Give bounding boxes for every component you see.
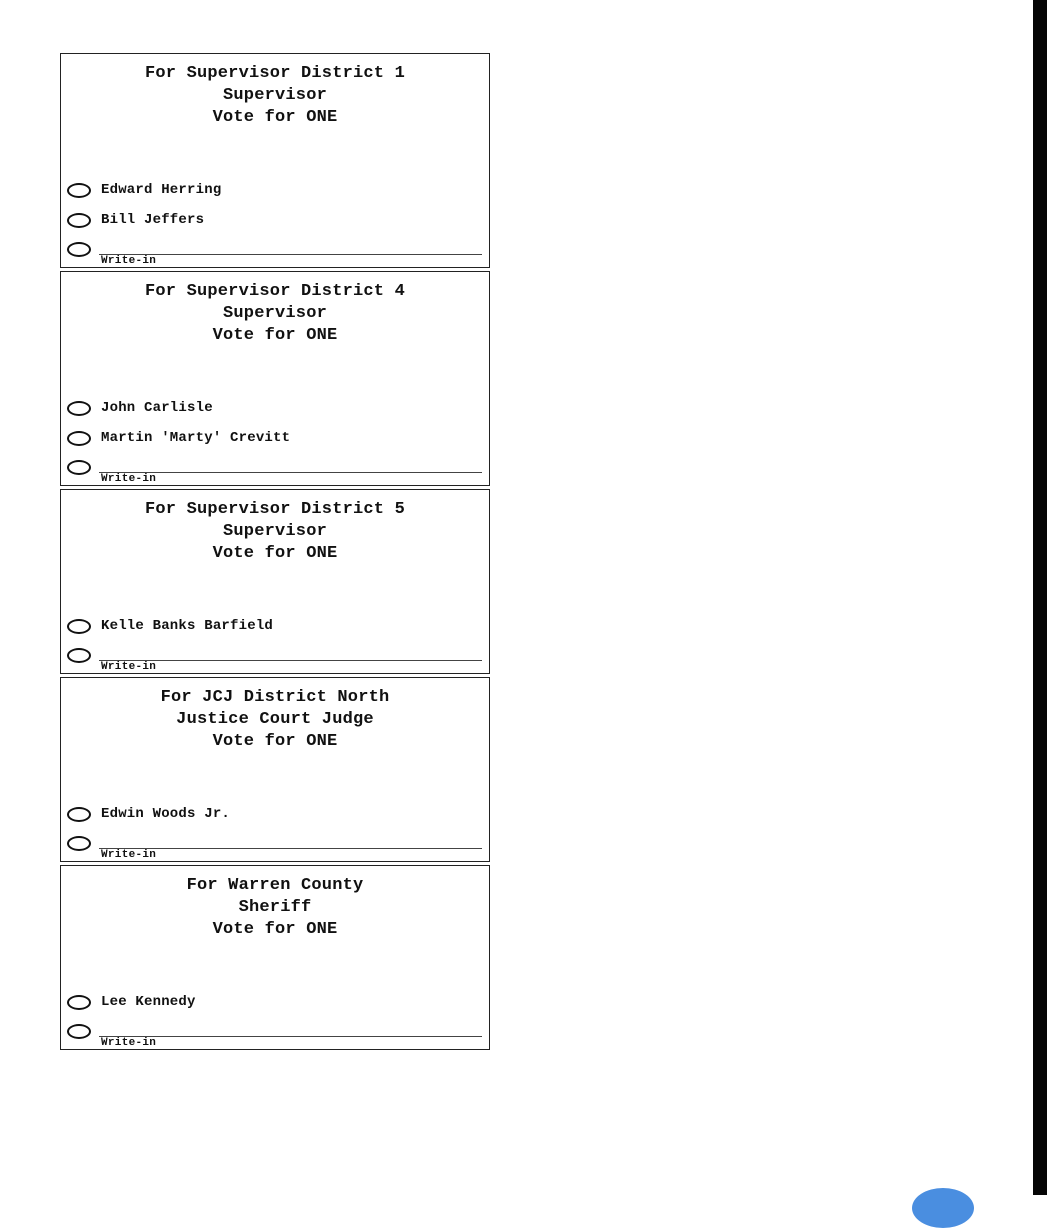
writein-label: Write-in [101,473,157,485]
vote-instruction: Vote for ONE [212,920,338,939]
contest-title: For JCJ District North [160,688,390,707]
candidate-option[interactable] [61,991,489,1021]
candidate-option[interactable] [61,209,489,239]
contest-office: Sheriff [238,898,312,917]
candidate-name: John Carlisle [101,400,213,416]
contest-office: Justice Court Judge [176,710,374,729]
vote-oval[interactable] [67,213,91,228]
contest [60,271,490,486]
writein-label: Write-in [101,661,157,673]
contest-header [61,490,489,565]
candidate-name: Edward Herring [101,182,222,198]
writein-option[interactable] [61,457,489,485]
vote-oval[interactable] [67,460,91,475]
contest-header [61,678,489,753]
contest-header [61,866,489,941]
contest-title: For Supervisor District 5 [144,500,406,519]
candidate-name: Edwin Woods Jr. [101,806,231,822]
contest-title: For Supervisor District 4 [144,282,406,301]
writein-option[interactable] [61,645,489,673]
writein-line[interactable] [99,848,482,849]
candidate-option[interactable] [61,615,489,645]
contest-office: Supervisor [222,304,328,323]
candidate-name: Lee Kennedy [101,994,196,1010]
candidate-name: Martin 'Marty' Crevitt [101,430,291,446]
contest [60,53,490,268]
candidate-list [61,991,489,1049]
writein-line[interactable] [99,472,482,473]
vote-instruction: Vote for ONE [212,732,338,751]
screen-edge [1033,0,1047,1195]
writein-option[interactable] [61,239,489,267]
writein-line[interactable] [99,254,482,255]
writein-label: Write-in [101,255,157,267]
contest [60,677,490,862]
writein-label: Write-in [101,849,157,861]
ballot [60,53,490,1053]
writein-option[interactable] [61,1021,489,1049]
contest-office: Supervisor [222,86,328,105]
candidate-list [61,615,489,673]
contest [60,865,490,1050]
writein-label: Write-in [101,1037,157,1049]
vote-oval[interactable] [67,183,91,198]
candidate-list [61,397,489,485]
vote-instruction: Vote for ONE [212,108,338,127]
contest-header [61,54,489,129]
candidate-name: Bill Jeffers [101,212,205,228]
candidate-name: Kelle Banks Barfield [101,618,274,634]
vote-oval[interactable] [67,807,91,822]
writein-option[interactable] [61,833,489,861]
writein-line[interactable] [99,660,482,661]
candidate-option[interactable] [61,427,489,457]
floating-action-button[interactable] [912,1188,974,1228]
candidate-list [61,179,489,267]
contest [60,489,490,674]
contest-title: For Warren County [186,876,364,895]
candidate-option[interactable] [61,397,489,427]
vote-oval[interactable] [67,995,91,1010]
writein-line[interactable] [99,1036,482,1037]
candidate-option[interactable] [61,179,489,209]
vote-oval[interactable] [67,242,91,257]
vote-instruction: Vote for ONE [212,544,338,563]
vote-oval[interactable] [67,431,91,446]
vote-oval[interactable] [67,1024,91,1039]
contest-header [61,272,489,347]
vote-oval[interactable] [67,836,91,851]
vote-oval[interactable] [67,648,91,663]
contest-title: For Supervisor District 1 [144,64,406,83]
vote-oval[interactable] [67,401,91,416]
candidate-list [61,803,489,861]
contest-office: Supervisor [222,522,328,541]
candidate-option[interactable] [61,803,489,833]
vote-instruction: Vote for ONE [212,326,338,345]
vote-oval[interactable] [67,619,91,634]
